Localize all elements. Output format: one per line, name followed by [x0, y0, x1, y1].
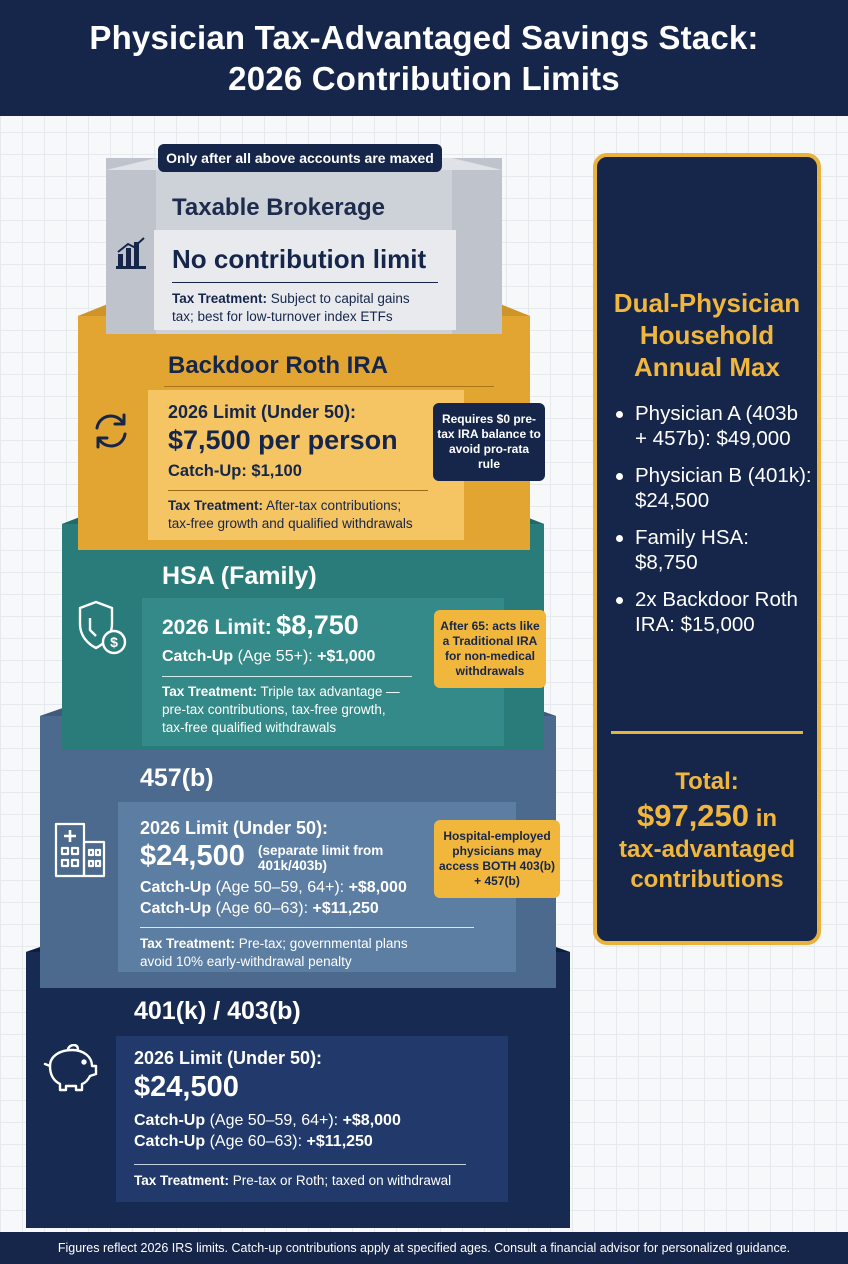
page-title-line1: Physician Tax-Advantaged Savings Stack:	[89, 19, 759, 56]
f457-catchup1: Catch-Up (Age 50–59, 64+): +$8,000	[140, 879, 407, 896]
k401-limit-label: 2026 Limit (Under 50):	[134, 1048, 323, 1068]
tier-roth-name: Backdoor Roth IRA	[168, 352, 389, 379]
sidebar-list	[615, 401, 815, 649]
shield-dollar-icon	[76, 598, 128, 663]
hsa-tax-treatment: Tax Treatment: Triple tax advantage — pre-tax contributions, tax-free growth, tax-free qualified withdrawals	[162, 684, 400, 735]
roth-limit-value: $7,500 per person	[168, 425, 398, 455]
f457-callout: Hospital-employed physicians may access BOTH 403(b) + 457(b)	[434, 820, 560, 898]
roth-catchup: Catch-Up: $1,100	[168, 462, 302, 480]
k401-catchup2: Catch-Up (Age 60–63): +$11,250	[134, 1133, 373, 1150]
sidebar-total	[597, 767, 817, 895]
f457-tax-treatment: Tax Treatment: Pre-tax; governmental plans avoid 10% early-withdrawal penalty	[140, 936, 408, 969]
f457-limit-value: $24,500	[140, 840, 245, 872]
hsa-catchup: Catch-Up (Age 55+): +$1,000	[162, 648, 376, 665]
roth-divider	[168, 490, 428, 491]
taxable-divider	[172, 282, 438, 283]
k401-catchup1: Catch-Up (Age 50–59, 64+): +$8,000	[134, 1112, 401, 1129]
footer-note: Figures reflect 2026 IRS limits. Catch-up contributions apply at specified ages. Consult a financial advisor for personalized guidance.	[0, 1232, 848, 1264]
k401-tax-treatment: Tax Treatment: Pre-tax or Roth; taxed on withdrawal	[134, 1173, 452, 1188]
sidebar-item: Physician B (401k): $24,500	[615, 463, 815, 513]
total-label: Total:	[675, 768, 739, 795]
piggy-bank-icon	[42, 1044, 100, 1099]
taxable-tax-treatment: Tax Treatment: Subject to capital gains tax; best for low-turnover index ETFs	[172, 291, 410, 324]
hsa-divider	[162, 676, 412, 677]
f457-limit-label: 2026 Limit (Under 50):	[140, 818, 329, 838]
roth-limit-label: 2026 Limit (Under 50):	[168, 402, 357, 422]
page-header	[0, 0, 848, 116]
roth-tax-treatment: Tax Treatment: After-tax contributions; tax-free growth and qualified withdrawals	[168, 498, 413, 531]
f457-divider	[140, 927, 474, 928]
tier-401k-panel	[116, 1036, 508, 1202]
page-title-line2: 2026 Contribution Limits	[228, 60, 620, 97]
bar-chart-icon	[114, 236, 148, 275]
tier-457b-name: 457(b)	[140, 764, 214, 792]
k401-limit-value: $24,500	[134, 1071, 239, 1103]
hsa-limit: 2026 Limit: $8,750	[162, 610, 359, 640]
tier-roth-panel	[148, 390, 464, 540]
tier-taxable-panel	[154, 230, 456, 330]
tier-hsa-name: HSA (Family)	[162, 562, 317, 590]
f457-catchup2: Catch-Up (Age 60–63): +$11,250	[140, 900, 379, 917]
hsa-callout: After 65: acts like a Traditional IRA for non-medical withdrawals	[434, 610, 546, 688]
sidebar-item: 2x Backdoor Roth IRA: $15,000	[615, 587, 815, 637]
taxable-limit: No contribution limit	[172, 244, 427, 274]
roth-name-divider	[164, 386, 494, 387]
total-suffix: in	[755, 805, 778, 832]
k401-divider	[134, 1164, 466, 1165]
taxable-badge: Only after all above accounts are maxed	[158, 144, 442, 172]
tier-taxable-brokerage	[106, 150, 502, 334]
tier-taxable-name: Taxable Brokerage	[172, 194, 385, 221]
refresh-arrows-icon	[90, 410, 132, 457]
sidebar-title: Dual-Physician Household Annual Max	[613, 288, 801, 382]
total-value: $97,250	[636, 798, 750, 833]
tier-401k-name: 401(k) / 403(b)	[134, 997, 301, 1025]
roth-callout: Requires $0 pre-tax IRA balance to avoid pro-rata rule	[433, 403, 545, 481]
household-max-sidebar	[593, 153, 821, 945]
f457-limit-note: (separate limit from 401k/403b)	[258, 843, 384, 873]
hospital-icon	[52, 816, 108, 885]
sidebar-item: Family HSA: $8,750	[615, 525, 815, 575]
sidebar-divider	[611, 731, 803, 734]
total-text: tax-advantaged contributions	[618, 836, 796, 893]
sidebar-item: Physician A (403b + 457b): $49,000	[615, 401, 815, 451]
svg-text:$: $	[110, 634, 118, 650]
